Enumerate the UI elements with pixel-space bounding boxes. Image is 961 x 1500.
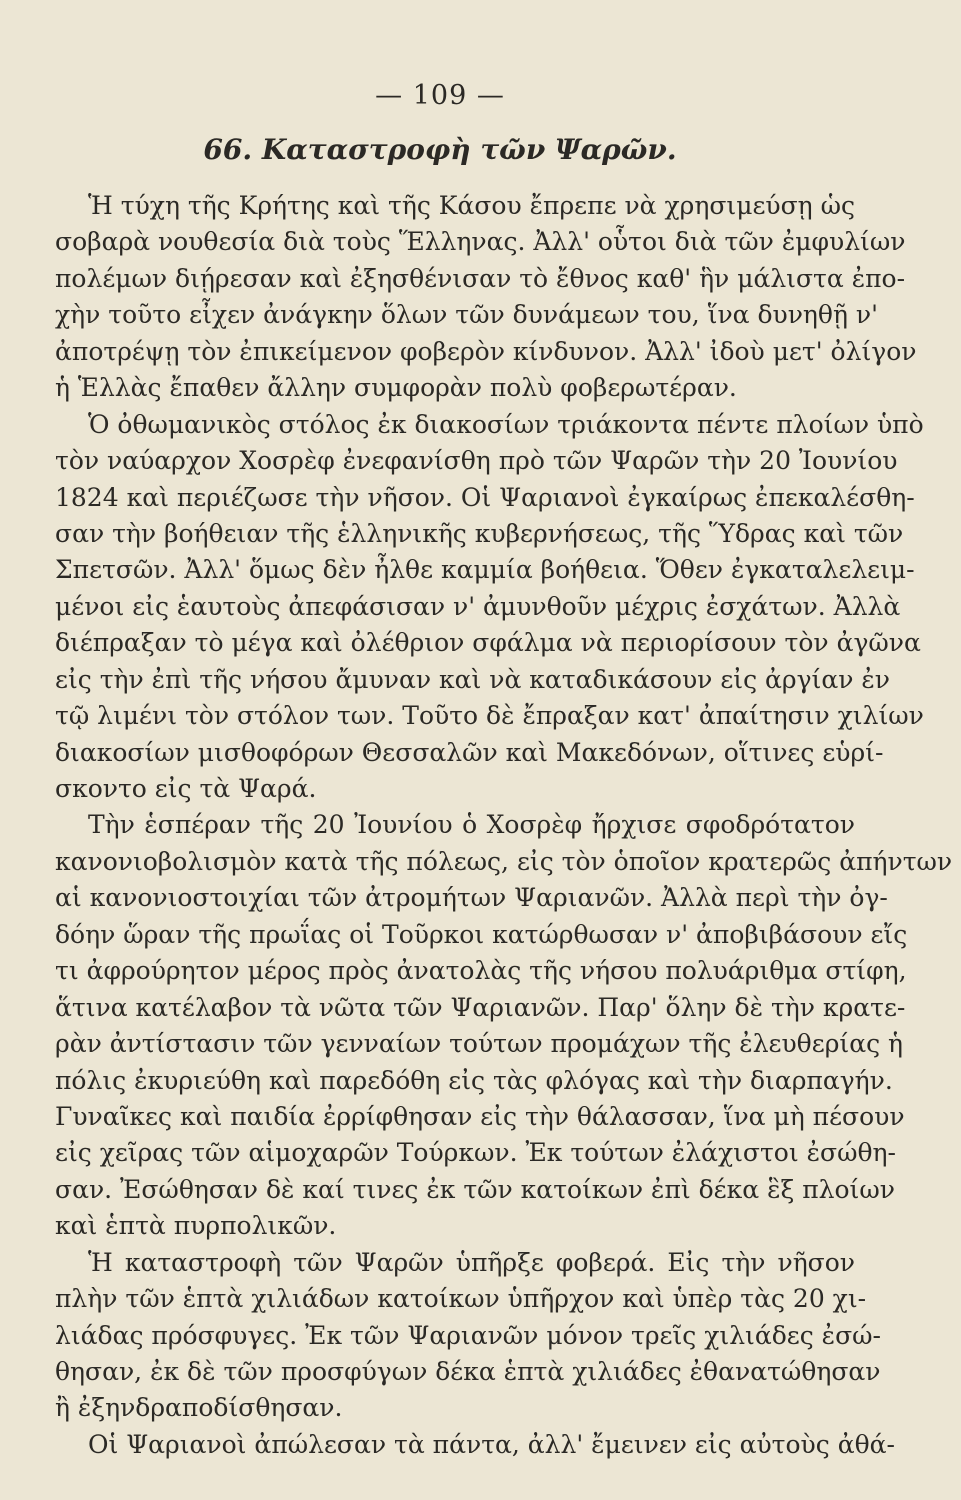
text-line: ἅτινα κατέλαβον τὰ νῶτα τῶν Ψαριανῶν. Παρ' ὅλην δὲ τὴν κρατε- [55, 992, 906, 1022]
text-line: πόλις ἐκυριεύθη καὶ παρεδόθη εἰς τὰς φλόγας καὶ τὴν διαρπαγήν. [55, 1065, 893, 1095]
text-line: σαν τὴν βοήθειαν τῆς ἑλληνικῆς κυβερνήσεως, τῆς Ὕδρας καὶ τῶν [55, 518, 904, 548]
page-number: — 109 — [375, 80, 505, 111]
text-line: θησαν, ἐκ δὲ τῶν προσφύγων δέκα ἑπτὰ χιλιάδες ἐθανατώθησαν [55, 1357, 881, 1386]
text-line: σοβαρὰ νουθεσία διὰ τοὺς Ἕλληνας. Ἀλλ' οὗτοι διὰ τῶν ἐμφυλίων [55, 227, 906, 257]
text-line: αἱ κανονιοστοιχίαι τῶν ἀτρομήτων Ψαριανῶν. Ἀλλὰ περὶ τὴν ὀγ- [55, 883, 888, 913]
text-line: τῷ λιμένι τὸν στόλον των. Τοῦτο δὲ ἔπραξαν κατ' ἀπαίτησιν χιλίων [55, 701, 924, 731]
text-line: Ἡ τύχη τῆς Κρήτης καὶ τῆς Κάσου ἔπρεπε νὰ χρησιμεύσῃ ὡς [88, 191, 855, 220]
text-line: διέπραξαν τὸ μέγα καὶ ὀλέθριον σφάλμα νὰ περιορίσουν τὸν ἀγῶνα [55, 628, 921, 658]
text-line: καὶ ἑπτὰ πυρπολικῶν. [55, 1211, 337, 1241]
text-line: πλὴν τῶν ἑπτὰ χιλιάδων κατοίκων ὑπῆρχον καὶ ὑπὲρ τὰς 20 χι- [55, 1284, 867, 1314]
text-line: σκοντο εἰς τὰ Ψαρά. [55, 774, 317, 803]
text-line: δόην ὥραν τῆς πρωΐας οἱ Τοῦρκοι κατώρθωσαν ν' ἀποβιβάσουν εἴς [55, 919, 908, 949]
text-line: ρὰν ἀντίστασιν τῶν γενναίων τούτων προμάχων τῆς ἐλευθερίας ἡ [55, 1029, 903, 1059]
text-line: εἰς χεῖρας τῶν αἱμοχαρῶν Τούρκων. Ἐκ τούτων ἐλάχιστοι ἐσώθη- [55, 1138, 896, 1168]
text-line: Γυναῖκες καὶ παιδία ἐρρίφθησαν εἰς τὴν θάλασσαν, ἵνα μὴ πέσουν [55, 1101, 905, 1131]
text-line: μένοι εἰς ἑαυτοὺς ἀπεφάσισαν ν' ἀμυνθοῦν μέχρις ἐσχάτων. Ἀλλὰ [55, 591, 901, 621]
text-line: εἰς τὴν ἐπὶ τῆς νήσου ἄμυναν καὶ νὰ καταδικάσουν εἰς ἀργίαν ἐν [55, 664, 890, 694]
text-line: κανονιοβολισμὸν κατὰ τῆς πόλεως, εἰς τὸν ὁποῖον κρατερῶς ἀπήντων [55, 846, 953, 876]
text-line: τὸν ναύαρχον Χοσρὲφ ἐνεφανίσθη πρὸ τῶν Ψαρῶν τὴν 20 Ἰουνίου [55, 446, 898, 476]
text-line: τι ἀφρούρητον μέρος πρὸς ἀνατολὰς τῆς νήσου πολυάριθμα στίφη, [55, 956, 907, 986]
text-line: ἢ ἐξηνδραποδίσθησαν. [55, 1393, 343, 1423]
body-text [55, 188, 953, 1463]
text-line: πολέμων διῄρεσαν καὶ ἐξησθένισαν τὸ ἔθνος καθ' ἣν μάλιστα ἐπο- [55, 263, 906, 293]
text-line: Ὁ ὀθωμανικὸς στόλος ἐκ διακοσίων τριάκοντα πέντε πλοίων ὑπὸ [88, 409, 924, 439]
text-line: σαν. Ἐσώθησαν δὲ καί τινες ἐκ τῶν κατοίκων ἐπὶ δέκα ἓξ πλοίων [55, 1174, 895, 1204]
text-line: ἀποτρέψῃ τὸν ἐπικείμενον φοβερὸν κίνδυνον. Ἀλλ' ἰδοὺ μετ' ὀλίγον [55, 336, 917, 366]
text-line: διακοσίων μισθοφόρων Θεσσαλῶν καὶ Μακεδόνων, οἵτινες εὑρί- [55, 737, 884, 767]
text-line: χὴν τοῦτο εἶχεν ἀνάγκην ὅλων τῶν δυνάμεων του, ἵνα δυνηθῇ ν' [55, 300, 878, 330]
text-line: Τὴν ἑσπέραν τῆς 20 Ἰουνίου ὁ Χοσρὲφ ἤρχισε σφοδρότατον [88, 810, 855, 840]
text-line: Σπετσῶν. Ἀλλ' ὅμως δὲν ἦλθε καμμία βοήθεια. Ὅθεν ἐγκαταλελειμ- [55, 555, 915, 585]
text-line: ἡ Ἑλλὰς ἔπαθεν ἄλλην συμφορὰν πολὺ φοβερωτέραν. [55, 373, 737, 403]
text-line: Οἱ Ψαριανοὶ ἀπώλεσαν τὰ πάντα, ἀλλ' ἔμεινεν εἰς αὐτοὺς ἀθά- [88, 1429, 895, 1459]
text-line: 1824 καὶ περιέζωσε τὴν νῆσον. Οἱ Ψαριανοὶ ἐγκαίρως ἐπεκαλέσθη- [55, 482, 915, 512]
text-line: Ἡ καταστροφὴ τῶν Ψαρῶν ὑπῆρξε φοβερά. Εἰς τὴν νῆσον [88, 1247, 855, 1277]
section-title: 66. Καταστροφὴ τῶν Ψαρῶν. [203, 133, 677, 166]
text-line: λιάδας πρόσφυγες. Ἐκ τῶν Ψαριανῶν μόνον τρεῖς χιλιάδες ἐσώ- [55, 1320, 881, 1350]
